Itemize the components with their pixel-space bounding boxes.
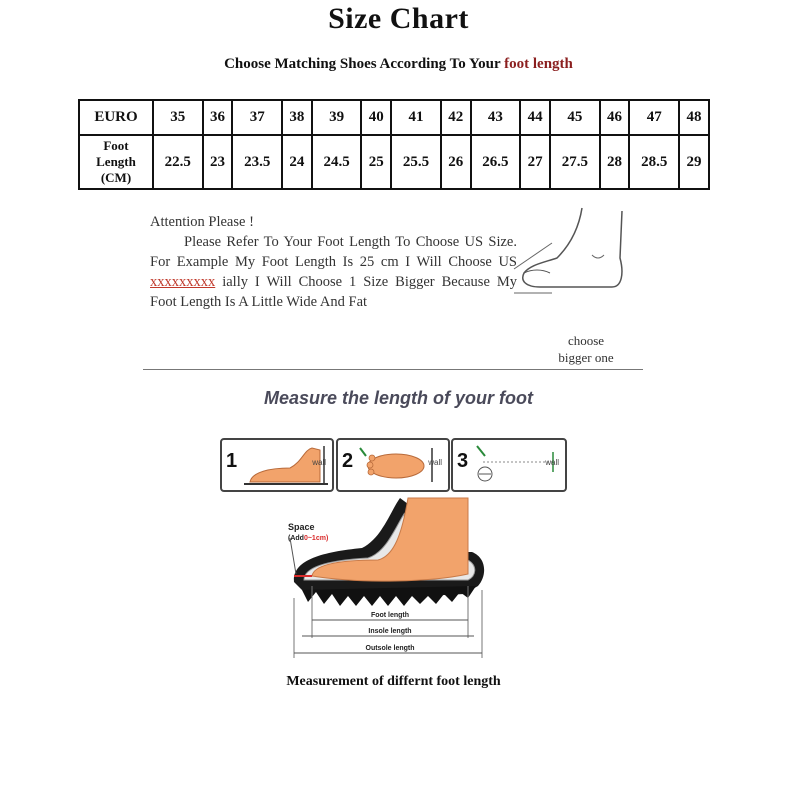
step-3-panel <box>451 438 567 492</box>
attention-text-after: ially I Will Choose 1 Size Bigger Because My Foot Length Is A Little Wide And Fat <box>150 274 517 310</box>
euro-size-cell: 39 <box>312 100 362 135</box>
foot-length-label: Foot length <box>370 612 410 619</box>
wall-label: wall <box>428 458 442 467</box>
space-add-label: (Add0~1cm) <box>288 535 329 542</box>
step-number: 3 <box>457 450 469 472</box>
step-2-panel <box>336 438 450 492</box>
foot-length-cell: 28 <box>600 135 630 189</box>
foot-length-header-line: Foot <box>103 138 129 153</box>
foot-length-header <box>79 135 153 189</box>
euro-size-cell: 48 <box>679 100 709 135</box>
size-table <box>78 99 710 190</box>
step-number: 2 <box>342 450 354 472</box>
euro-size-cell: 40 <box>361 100 391 135</box>
foot-length-cell: 23 <box>203 135 233 189</box>
foot-length-cell: 25.5 <box>391 135 441 189</box>
foot-length-cell: 24.5 <box>312 135 362 189</box>
subtitle <box>0 56 797 73</box>
step-1-panel <box>220 438 334 492</box>
choose-line: choose <box>567 333 605 348</box>
euro-size-cell: 38 <box>282 100 312 135</box>
foot-length-cell: 26 <box>441 135 471 189</box>
foot-length-header-line: (CM) <box>100 170 132 185</box>
attention-redacted: xxxxxxxxx <box>150 274 216 290</box>
subtitle-prefix: Choose Matching Shoes According To Your <box>224 56 505 72</box>
euro-header: EURO <box>79 100 153 135</box>
euro-size-cell: 42 <box>441 100 471 135</box>
euro-size-cell: 35 <box>153 100 203 135</box>
foot-top-icon <box>358 446 438 484</box>
attention-text-before: Please Refer To Your Foot Length To Choose US Size. For Example My Foot Length Is 25 cm I Will Choose US <box>150 234 517 270</box>
diagram-caption: Measurement of differnt foot length <box>286 674 501 689</box>
euro-size-cell: 46 <box>600 100 630 135</box>
euro-size-cell: 45 <box>550 100 600 135</box>
foot-length-cell: 27 <box>520 135 550 189</box>
choose-line: bigger one <box>558 350 614 365</box>
euro-size-cell: 47 <box>629 100 679 135</box>
foot-length-cell: 29 <box>679 135 709 189</box>
attention-body <box>150 232 517 312</box>
foot-length-cell: 27.5 <box>550 135 600 189</box>
shoe-measurement-diagram <box>282 490 497 660</box>
euro-row <box>79 100 709 135</box>
insole-length-label: Insole length <box>368 628 412 635</box>
euro-size-cell: 37 <box>232 100 282 135</box>
foot-length-cell: 22.5 <box>153 135 203 189</box>
euro-size-cell: 41 <box>391 100 441 135</box>
subtitle-highlight: foot length <box>504 56 573 72</box>
page-title: Size Chart <box>328 2 469 35</box>
foot-length-cell: 26.5 <box>471 135 521 189</box>
foot-sketch-illustration <box>512 203 632 303</box>
choose-bigger-note <box>548 332 624 366</box>
outsole-length-label: Outsole length <box>365 645 415 652</box>
wall-label: wall <box>545 458 559 467</box>
attention-heading: Attention Please ! <box>150 214 254 230</box>
foot-length-cell: 23.5 <box>232 135 282 189</box>
measure-title: Measure the length of your foot <box>263 388 533 408</box>
step-number: 1 <box>226 450 238 472</box>
foot-length-row <box>79 135 709 189</box>
euro-size-cell: 44 <box>520 100 550 135</box>
foot-length-cell: 25 <box>361 135 391 189</box>
attention-note <box>150 212 517 312</box>
foot-length-header-line: Length <box>96 154 136 169</box>
euro-size-cell: 43 <box>471 100 521 135</box>
space-label: Space <box>288 522 315 532</box>
divider <box>143 369 643 370</box>
foot-length-cell: 24 <box>282 135 312 189</box>
wall-label: wall <box>312 458 326 467</box>
foot-length-cell: 28.5 <box>629 135 679 189</box>
euro-size-cell: 36 <box>203 100 233 135</box>
